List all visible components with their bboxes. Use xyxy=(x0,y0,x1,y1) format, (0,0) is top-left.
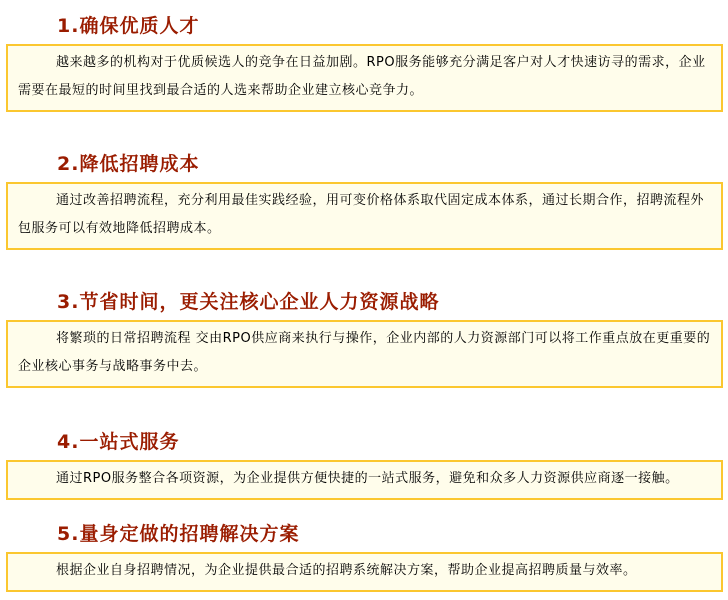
section-body-text: 通过RPO服务整合各项资源，为企业提供方便快捷的一站式服务，避免和众多人力资源供应商逐一接触。 xyxy=(56,471,679,486)
section-ensure-quality-talent xyxy=(6,14,723,112)
section-tailored-recruiting-solution xyxy=(6,522,723,592)
section-one-stop-service xyxy=(6,430,723,500)
section-body-box xyxy=(6,320,723,388)
section-body-box xyxy=(6,44,723,112)
section-body-box xyxy=(6,460,723,500)
section-save-time-focus-strategy xyxy=(6,290,723,388)
section-heading: 2.降低招聘成本 xyxy=(57,153,200,175)
section-body-text: 通过改善招聘流程，充分利用最佳实践经验，用可变价格体系取代固定成本体系，通过长期合作，招聘流程外包服务可以有效地降低招聘成本。 xyxy=(18,193,705,236)
section-body-text: 将繁琐的日常招聘流程 交由RPO供应商来执行与操作，企业内部的人力资源部门可以将工作重点放在更重要的企业核心事务与战略事务中去。 xyxy=(18,331,711,374)
section-heading: 3.节省时间，更关注核心企业人力资源战略 xyxy=(57,291,440,313)
section-heading: 4.一站式服务 xyxy=(57,431,180,453)
section-body-text: 越来越多的机构对于优质候选人的竞争在日益加剧。RPO服务能够充分满足客户对人才快速访寻的需求，企业需要在最短的时间里找到最合适的人选来帮助企业建立核心竞争力。 xyxy=(18,55,706,98)
section-reduce-recruiting-cost xyxy=(6,152,723,250)
section-heading: 5.量身定做的招聘解决方案 xyxy=(57,523,300,545)
section-body-text: 根据企业自身招聘情况，为企业提供最合适的招聘系统解决方案，帮助企业提高招聘质量与效率。 xyxy=(56,563,637,578)
section-body-box xyxy=(6,552,723,592)
section-heading: 1.确保优质人才 xyxy=(57,15,200,37)
section-body-box xyxy=(6,182,723,250)
